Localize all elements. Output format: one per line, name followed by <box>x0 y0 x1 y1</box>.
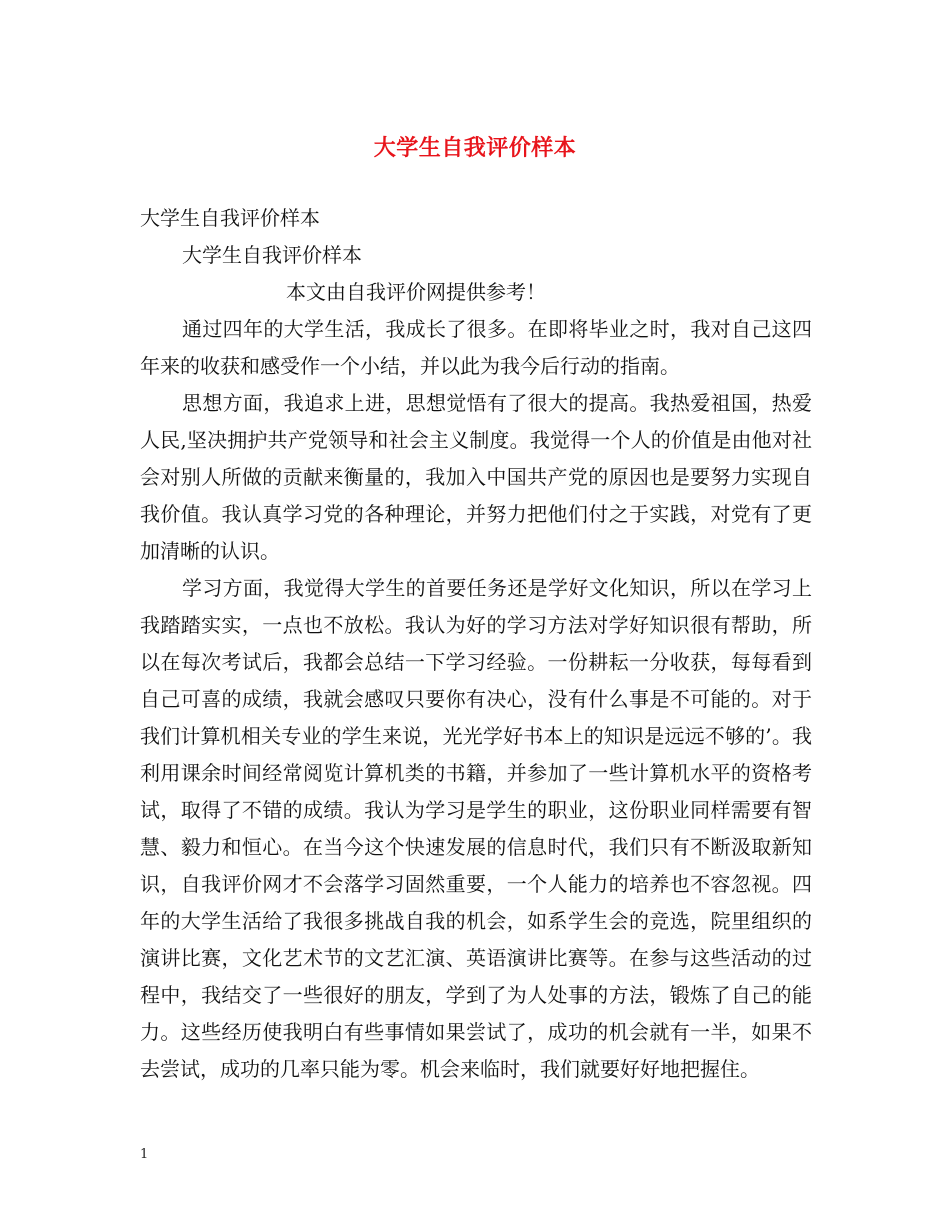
source-note: 本文由自我评价网提供参考！ <box>286 280 546 304</box>
paragraph-ideology: 思想方面，我追求上进，思想觉悟有了很大的提高。我热爱祖国，热爱人民,坚决拥护共产党领导和社会主义制度。我觉得一个人的价值是由他对社会对别人所做的贡献来衡量的，我加入中国共产党的原因也是要努力实现自我价值。我认真学习党的各种理论，并努力把他们付之于实践，对党有了更加清晰的认识。 <box>140 391 812 563</box>
page-number: 1 <box>140 1147 149 1162</box>
heading-line: 大学生自我评价样本 <box>140 206 320 230</box>
document-title: 大学生自我评价样本 <box>373 135 577 161</box>
paragraph-study: 学习方面，我觉得大学生的首要任务还是学好文化知识，所以在学习上我踏踏实实，一点也不放松。我认为好的学习方法对学好知识很有帮助，所以在每次考试后，我都会总结一下学习经验。一份耕耘一分收获，每每看到自己可喜的成绩，我就会感叹只要你有决心，没有什么事是不可能的。对于我们计算机相关专业的学生来说，光光学好书本上的知识是远远不够的’。我利用课余时间经常阅览计算机类的书籍，并参加了一些计算机水平的资格考试，取得了不错的成绩。我认为学习是学生的职业，这份职业同样需要有智慧、毅力和恒心。在当今这个快速发展的信息时代，我们只有不断汲取新知识，自我评价网才不会落学习固然重要，一个人能力的培养也不容忽视。四年的大学生活给了我很多挑战自我的机会，如系学生会的竞选，院里组织的演讲比赛，文化艺术节的文艺汇演、英语演讲比赛等。在参与这些活动的过程中，我结交了一些很好的朋友，学到了为人处事的方法，锻炼了自己的能力。这些经历使我明白有些事情如果尝试了，成功的机会就有一半，如果不去尝试，成功的几率只能为零。机会来临时，我们就要好好地把握住。 <box>140 576 812 1081</box>
subheading-line: 大学生自我评价样本 <box>182 243 362 267</box>
document-body <box>140 200 812 1088</box>
paragraph-intro: 通过四年的大学生活，我成长了很多。在即将毕业之时，我对自己这四年来的收获和感受作一个小结，并以此为我今后行动的指南。 <box>140 317 812 378</box>
